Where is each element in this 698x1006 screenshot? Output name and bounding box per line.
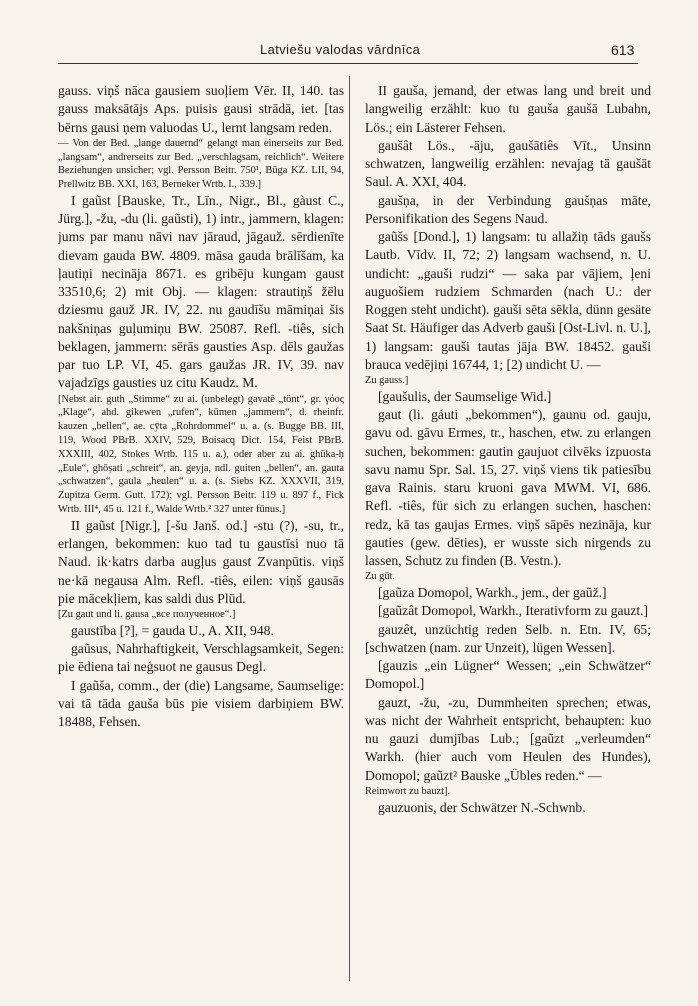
dictionary-entry: [gaušulis, der Saumselige Wid.] <box>378 388 552 404</box>
right-column <box>365 82 651 987</box>
dictionary-entry: gaušņa, in der Verbindung gaušņas māte, Personifikation des Segens Naud. <box>365 192 651 226</box>
etymology-note: Zu gūt. <box>365 571 396 583</box>
dictionary-entry: gaušât Lös., -āju, gaušātiês Vīt., Unsinn schwatzen, langweilig erzählen: nevajag tā gaušāt Saul. A. XXI, 404. <box>365 137 651 190</box>
dictionary-entry: gauzêt, unzüchtig reden Selb. n. Etn. IV, 65; [schwatzen (nam. zur Unzeit), lügen Wessen]. <box>365 621 651 655</box>
column-divider <box>349 76 350 981</box>
running-title: Latviešu valodas vārdnīca <box>260 42 421 57</box>
etymology-note: — Von der Bed. „lange dauernd“ gelangt man einerseits zur Bed. „langsam“, andrerseits zur Bed. „verschlagsam, reichlich“. Weitere Beziehungen unsicher; vgl. Persson Beitr. 750¹, Būga KZ. LII, 94, Prellwitz BB. XXI, 163, Berneker Wrtb. I., 339.] <box>58 137 344 191</box>
etymology-note: [Zu gaut und li. gausa „все полученное“.] <box>58 609 236 621</box>
dictionary-entry: II gauša, jemand, der etwas lang und breit und langweilig erzählt: kuo tu gauša gaušā Lubahn, Lös.; ein Lästerer Fehsen. <box>365 83 651 135</box>
running-head <box>0 42 698 62</box>
dictionary-entry: gauzuonis, der Schwätzer N.-Schwnb. <box>378 799 586 815</box>
dictionary-entry: I gaũša, comm., der (die) Langsame, Saumselige: vai tā tāda gauša būs pie visiem darbiņiem BW. 18488, Fehsen. <box>58 677 344 730</box>
dictionary-entry: II gaũst [Nigr.], [-šu Janš. od.] -stu (?), -su, tr., erlangen, bekommen: kuo tad tu gaustīsi nuo tā Naud. ik·katrs darba augļus gaust Zvanpūtis. viņš ne·kā negausa Alm. Refl. -tiês, eilen: viņš gausās pie mācekļiem, kas saldi dus Plūd. <box>58 517 344 606</box>
page-number: 613 <box>611 42 635 58</box>
dictionary-entry: gaũšs [Dond.], 1) langsam: tu allažiņ tāds gaušs Lautb. Vīdv. II, 72; 2) langsam wachsend, n. U. undicht: „gauši rudzi“ — saka par vājiem, ļeni auguošiem rudziem Schmarden (nach U.: der Roggen steht undicht). gauši sēta sēkla, dünn gesäte Saat St. Häufiger das Adverb gauši [Ost-Livl. n. U.], 1) langsam: gauši tautas jāja BW. 18452. gauši brauca vedējiņi 16744, 1; [2) undicht U. — <box>365 229 651 372</box>
dictionary-entry: gaũsus, Nahrhaftigkeit, Verschlagsamkeit, Segen: pie ēdiena tai neģsuot ne gausus Degl. <box>58 641 344 675</box>
dictionary-entry: I gaũst [Bauske, Tr., Līn., Nigr., Bl., gàust C., Jürg.], -žu, -du (li. gaũsti), 1) intr., jammern, klagen: jums par manu nāvi nav jāraud, jāgauž. sērdienīte dievam gauda BW. 4809. māsa gauda brālīšam, ka ļautiņi necināja 8671. es gribēju kungam gaust 33510,6; 2) mit Obj. — klagen: strautiņš žēlu dziesmu gauž JR. IV, 22. nu gaudīšu māmiņai šis nakšniņas guļumiņu BW. 25087. Refl. -tiês, sich beklagen, jammern: sērās gausties Asp. dēls gaužas par tuo LP. VI, 45. gars gaužas JR. IV, 39. nav vajadzīgs gausties uz citu Kaudz. M. <box>58 192 344 391</box>
dictionary-entry: gauss. viņš nāca gausiem suoļiem Vēr. II, 140. tas gauss maksātājs Aps. puisis gausi strādā, iet. [tas bērns gausi ņem valuodas U., lernt langsam reden. <box>58 83 344 135</box>
etymology-note: Zu gauss.] <box>365 375 409 386</box>
dictionary-entry: gaut (li. gáuti „bekommen“), gaunu od. gauju, gavu od. gāvu Ermes, tr., haschen, etw. zu erlangen suchen, bekommen: gautin gaujuot cilvēks izpuosta savu namu Spr. Sal. 15, 27. viņš viens tik patiesību gava Rainis. staru kruoni gava MWM. VI, 686. Refl. -tiês, für sich zu erlangen suchen, haschen: redz, kā tas gaujas Ermes. viņš sāpēs nezināja, kur gauties (gew. dēties), er wusste sich nirgends zu lassen, Schutz zu finden (B. Vestn.). <box>365 407 651 569</box>
dictionary-entry: gauzt, -žu, -zu, Dummheiten sprechen; etwas, was nicht der Wahrheit entspricht, behaupten: kuo nu gauzi dumjības Lub.; [gaũzt „verleumden“ Warkh. (hier auch vom Heulen des Hundes), Domopol; gaũzt² Bauske „Übles reden.“ — <box>365 694 651 783</box>
dictionary-entry: [gauzis „ein Lügner“ Wessen; „ein Schwätzer“ Domopol.] <box>365 658 651 692</box>
etymology-note: Reimwort zu bauzt]. <box>365 785 451 797</box>
header-rule <box>58 63 638 64</box>
dictionary-entry: [gaũzât Domopol, Warkh., Iterativform zu gauzt.] <box>378 603 649 619</box>
etymology-note: [Nebst air. guth „Stimme“ zu ai. (unbelegt) gavatē „tönt“, gr. γόος „Klage“, ahd. gikewen „rufen“, kūmen „jammern“, d. rheinfr. kauzen „bellen“, ae. cȳta „Rohrdommel“ u. a. (s. Bugge BB. III, 119, Wood PBrB. XXIV, 529, Boisacq Dict. 154, Feist PBrB. XXXIII, 402, Stokes Wrtb. 115 u. a.), oder aber zu ai. ghūka-ḥ „Eule“, ghōṣati „schreit“, an. geyja, ndl. guiten „bellen“, an. gauta „schwatzen“, gaula „heulen“ u. a. (s. Siebs KZ. XXXVII, 319, Zupitza Germ. Gutt. 172); vgl. Persson Beitr. 119 u. 897 f., Fick Wrtb. III⁴, 45 u. 121 f., Walde Wrtb.² 327 unter fūnus.] <box>58 393 344 516</box>
dictionary-entry: [gaũza Domopol, Warkh., jem., der gaũž.] <box>378 585 607 601</box>
dictionary-entry: gaustība [?], = gauda U., A. XII, 948. <box>71 622 274 638</box>
left-column <box>58 82 344 987</box>
